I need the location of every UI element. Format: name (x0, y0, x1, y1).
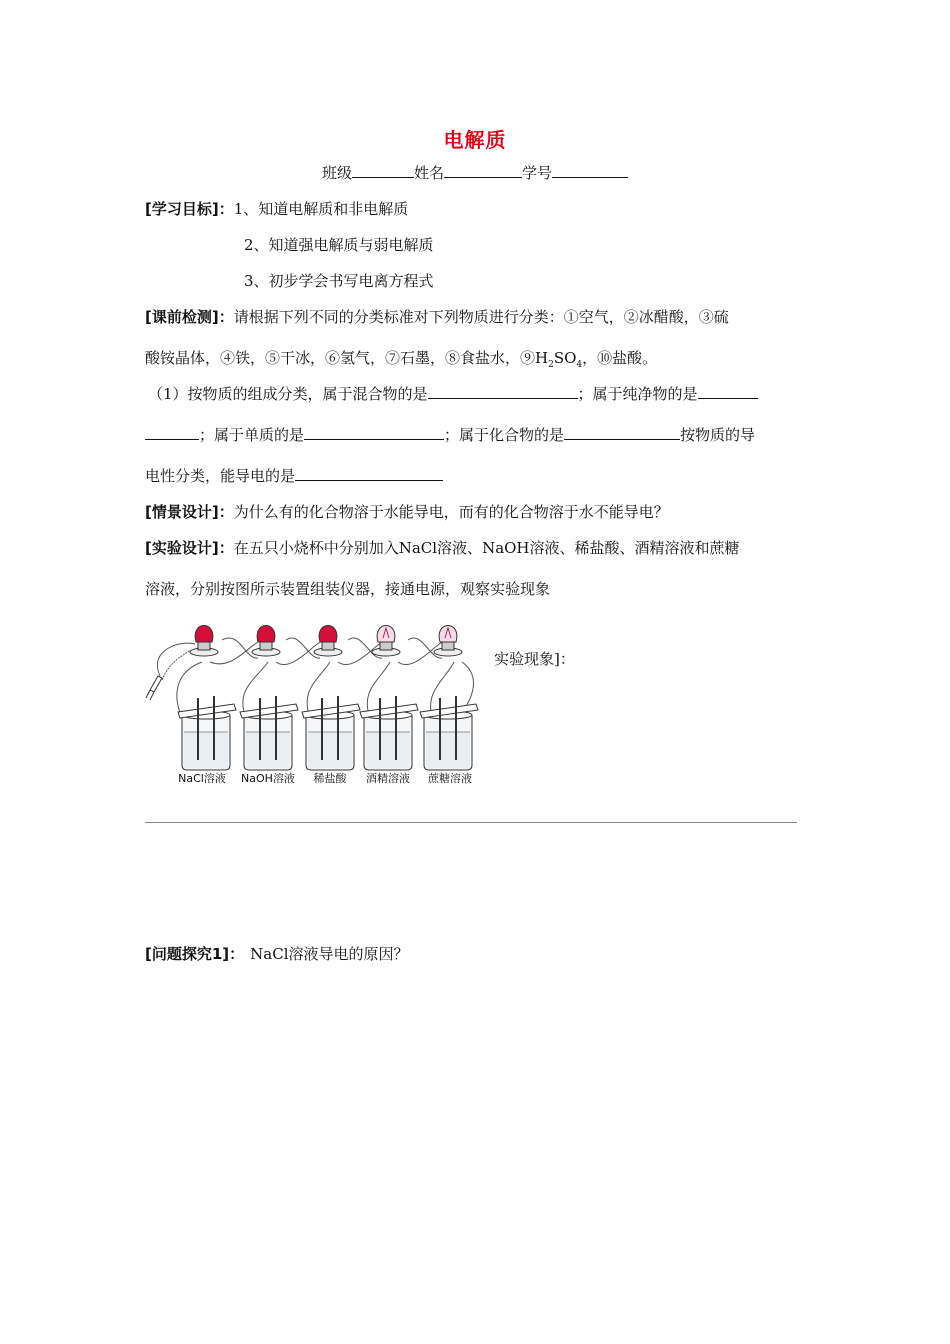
bulb-lit-icon (252, 626, 280, 657)
pure-answer-blank-cont[interactable] (145, 425, 199, 440)
id-label: 学号 (522, 164, 553, 182)
bulb-unlit-icon (372, 626, 400, 657)
scenario-line (145, 501, 669, 522)
subscript: 2 (548, 360, 554, 370)
id-blank[interactable] (552, 163, 628, 178)
inquiry-label: [问题探究1]： (145, 945, 245, 963)
inquiry-line (145, 943, 409, 964)
question-text: ；属于化合物的是 (444, 426, 565, 444)
experiment-text: 在五只小烧杯中分别加入NaCl溶液、NaOH溶液、稀盐酸、酒精溶液和蔗糖 (233, 539, 740, 557)
beaker-icon (420, 696, 478, 770)
question-text: （1）按物质的组成分类，属于混合物的是 (148, 385, 428, 403)
question-text: ；属于单质的是 (199, 426, 305, 444)
conductive-answer-blank[interactable] (295, 466, 443, 481)
question-text: ；属于纯净物的是 (577, 385, 698, 403)
objective-item: 1、知道电解质和非电解质 (233, 200, 409, 218)
experiment-label: [实验设计]： (145, 539, 234, 557)
objectives-label: [学习目标]： (145, 200, 234, 218)
objective-item: 2、知道强电解质与弱电解质 (244, 236, 434, 254)
experiment-line-1 (145, 537, 740, 558)
question-1-line-1 (148, 383, 758, 404)
scenario-label: [情景设计]： (145, 503, 234, 521)
power-plug-icon (146, 643, 195, 700)
objective-item: 3、初步学会书写电离方程式 (244, 272, 434, 290)
objectives-line-1 (145, 198, 408, 219)
beaker-label: 稀盐酸 (313, 772, 347, 785)
beaker-icon (178, 696, 236, 770)
beaker-icon (302, 696, 360, 770)
inquiry-text: NaCl溶液导电的原因？ (250, 945, 409, 963)
divider-line (145, 822, 797, 823)
bulb-lit-icon (190, 626, 218, 657)
compound-answer-blank[interactable] (564, 425, 680, 440)
formula-text: SO (553, 349, 577, 367)
question-1-line-3 (145, 465, 443, 486)
bulb-unlit-icon (434, 626, 462, 657)
observation-label: 实验现象]： (494, 650, 575, 668)
scenario-text: 为什么有的化合物溶于水能导电，而有的化合物溶于水不能导电？ (233, 503, 669, 521)
beaker-icon (360, 696, 418, 770)
precheck-text: 酸铵晶体，④铁，⑤干冰，⑥氢气，⑦石墨，⑧食盐水，⑨H (145, 349, 549, 367)
mixture-answer-blank[interactable] (428, 384, 578, 399)
beaker-label: 蔗糖溶液 (428, 772, 472, 785)
conductivity-apparatus-figure (140, 610, 485, 790)
class-blank[interactable] (352, 163, 414, 178)
beaker-label: NaCl溶液 (178, 772, 226, 785)
beaker-label: NaOH溶液 (241, 772, 295, 785)
bulb-lit-icon (314, 626, 342, 657)
experiment-line-2: 溶液，分别按图所示装置组装仪器，接通电源，观察实验现象 (145, 580, 551, 598)
beaker-label: 酒精溶液 (366, 772, 410, 785)
question-text: 电性分类，能导电的是 (145, 467, 296, 485)
beaker-icon (240, 696, 298, 770)
precheck-line-1 (145, 306, 729, 327)
name-label: 姓名 (413, 164, 444, 182)
question-text: 按物质的导 (680, 426, 756, 444)
precheck-text: ，⑩盐酸。 (582, 349, 658, 367)
class-label: 班级 (321, 164, 352, 182)
pure-answer-blank[interactable] (698, 384, 758, 399)
precheck-text: 请根据下列不同的分类标准对下列物质进行分类：①空气，②冰醋酸，③硫 (233, 308, 729, 326)
subscript: 4 (576, 360, 583, 370)
question-1-line-2 (145, 424, 755, 445)
element-answer-blank[interactable] (304, 425, 444, 440)
page-title: 电解质 (443, 128, 507, 152)
precheck-label: [课前检测]： (145, 308, 234, 326)
name-blank[interactable] (444, 163, 522, 178)
precheck-line-2 (145, 347, 657, 370)
student-info-line (0, 162, 950, 183)
